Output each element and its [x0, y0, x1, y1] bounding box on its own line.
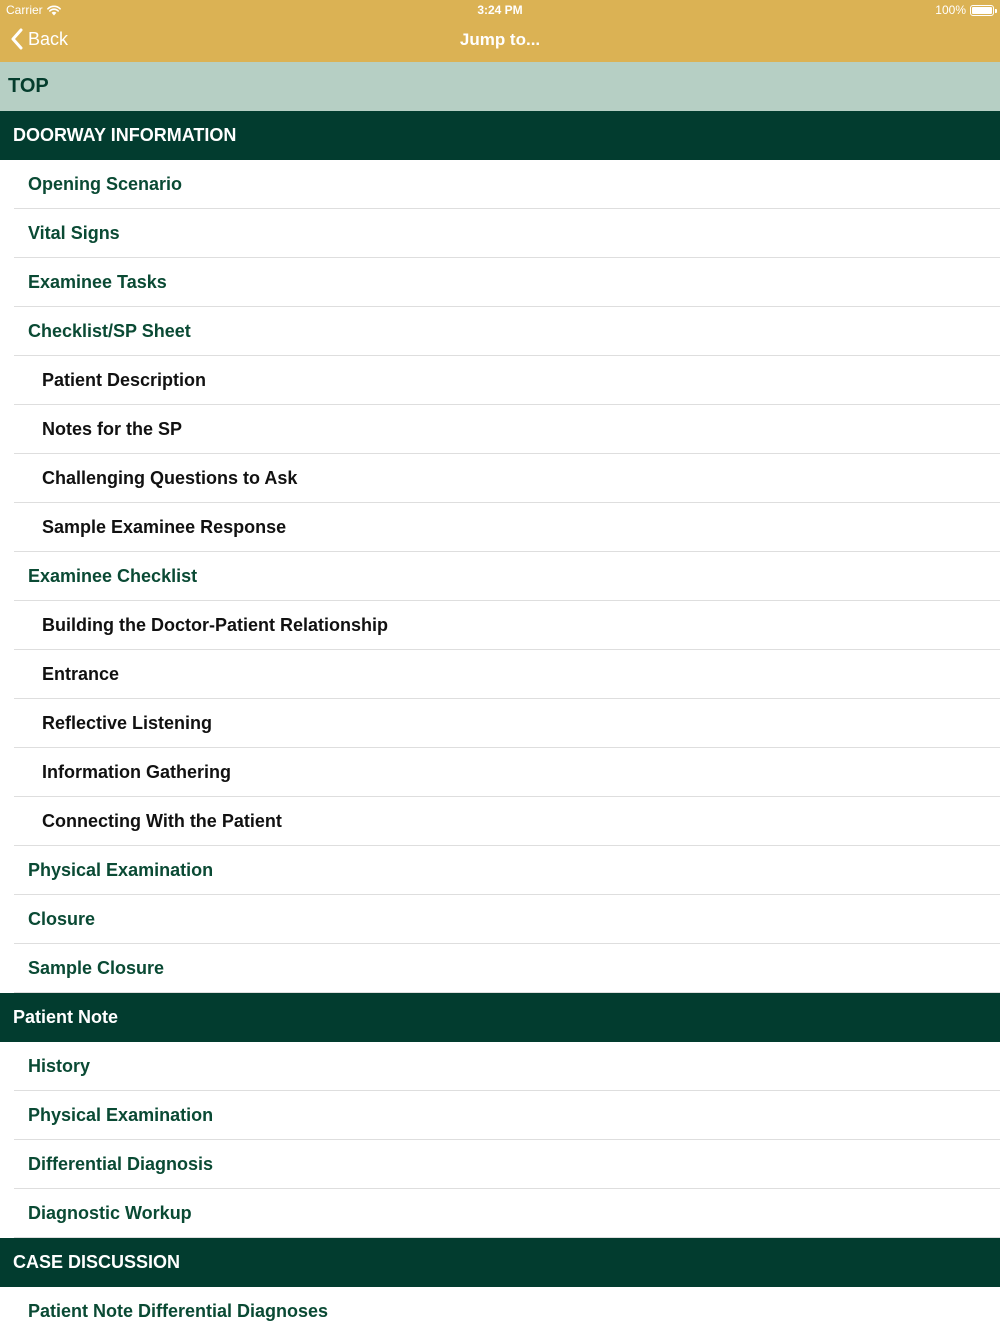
list-item[interactable] [0, 160, 1000, 209]
back-button[interactable] [10, 28, 68, 50]
list-subitem[interactable] [0, 454, 1000, 503]
battery-percent: 100% [935, 3, 966, 17]
list-subitem[interactable] [0, 650, 1000, 699]
top-label: TOP [8, 75, 49, 97]
carrier-label: Carrier [6, 3, 43, 17]
list-item-label: Checklist/SP Sheet [28, 321, 191, 341]
section-header-patient-note[interactable] [0, 993, 1000, 1042]
list-item-label: Patient Description [42, 370, 207, 390]
list-item[interactable] [0, 1189, 1000, 1238]
jump-to-top-row[interactable] [0, 62, 1000, 111]
list-subitem[interactable] [0, 748, 1000, 797]
list-item-label: Physical Examination [28, 1105, 214, 1125]
list-item-label: Examinee Tasks [28, 272, 167, 292]
section-header-case-discussion[interactable] [0, 1238, 1000, 1287]
list-item-label: Physical Examination [28, 860, 214, 880]
list-item-label: Examinee Checklist [28, 566, 198, 586]
list-item-label: Differential Diagnosis [28, 1154, 214, 1174]
status-bar [0, 0, 1000, 20]
list-item[interactable] [0, 895, 1000, 944]
list-item[interactable] [0, 846, 1000, 895]
list-subitem[interactable] [0, 797, 1000, 846]
list-item[interactable] [0, 1091, 1000, 1140]
list-subitem[interactable] [0, 503, 1000, 552]
list-item-label: Closure [28, 909, 96, 929]
jump-to-list [0, 62, 1000, 1334]
list-item-label: Opening Scenario [28, 174, 183, 194]
list-item-label: Building the Doctor-Patient Relationship [42, 615, 388, 635]
list-item-label: Vital Signs [28, 223, 120, 243]
list-item[interactable] [0, 1042, 1000, 1091]
list-subitem[interactable] [0, 356, 1000, 405]
list-item-label: Sample Closure [28, 958, 165, 978]
page-title: Jump to... [459, 30, 541, 49]
section-title: DOORWAY INFORMATION [13, 125, 237, 145]
section-title: CASE DISCUSSION [13, 1252, 181, 1272]
list-item-label: Notes for the SP [42, 419, 183, 439]
list-item[interactable] [0, 307, 1000, 356]
list-item-label: Reflective Listening [42, 713, 213, 733]
list-item-label: Challenging Questions to Ask [42, 468, 298, 488]
list-item-label: Entrance [42, 664, 120, 684]
list-item-label: History [28, 1056, 91, 1076]
back-label: Back [28, 28, 69, 49]
list-item[interactable] [0, 552, 1000, 601]
list-item[interactable] [0, 944, 1000, 993]
battery-icon [970, 5, 994, 16]
battery-indicator [935, 3, 994, 17]
list-item-label: Patient Note Differential Diagnoses [28, 1301, 329, 1321]
list-subitem[interactable] [0, 699, 1000, 748]
list-item-label: Sample Examinee Response [42, 517, 287, 537]
list-item[interactable] [0, 209, 1000, 258]
chevron-left-icon [10, 28, 24, 50]
list-item-label: Information Gathering [42, 762, 231, 782]
list-subitem[interactable] [0, 601, 1000, 650]
top-bar [0, 0, 1000, 62]
navigation-bar [0, 20, 1000, 62]
section-title: Patient Note [13, 1007, 119, 1027]
list-item[interactable] [0, 1140, 1000, 1189]
section-header-doorway-information[interactable] [0, 111, 1000, 160]
list-item-label: Diagnostic Workup [28, 1203, 192, 1223]
status-time: 3:24 PM [477, 3, 523, 17]
list-item[interactable] [0, 258, 1000, 307]
list-item-label: Connecting With the Patient [42, 811, 282, 831]
list-item[interactable] [0, 1287, 1000, 1334]
list-subitem[interactable] [0, 405, 1000, 454]
